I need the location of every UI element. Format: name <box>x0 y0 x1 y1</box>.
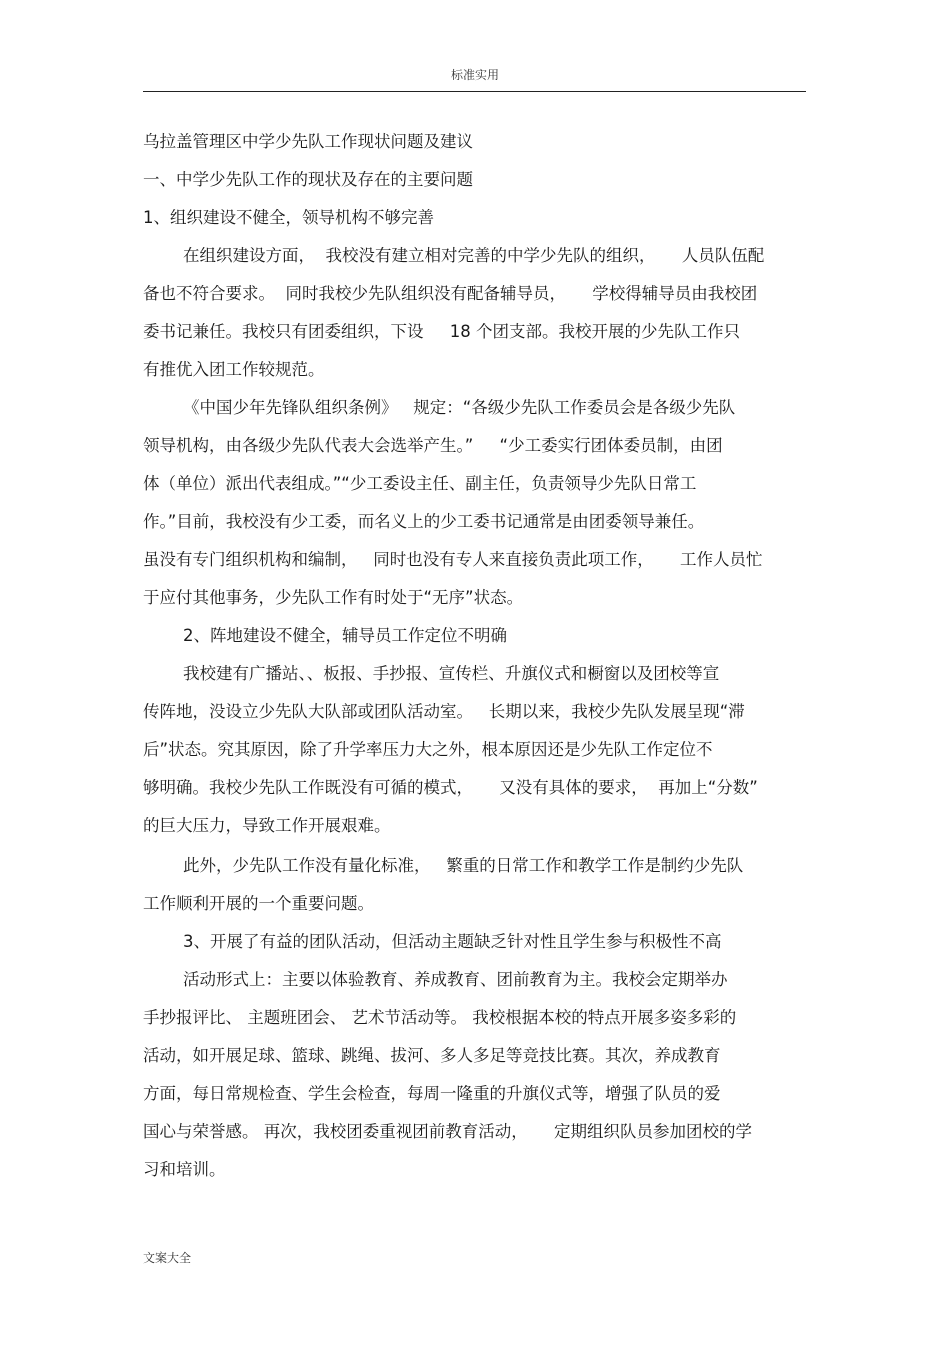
text-line: 体（单位）派出代表组成。”“少工委设主任、副主任，负责领导少先队日常工 <box>143 474 697 493</box>
text-line: 习和培训。 <box>143 1160 226 1179</box>
subsection-heading: 2、阵地建设不健全，辅导员工作定位不明确 <box>183 626 507 645</box>
text-line: 作。”目前，我校没有少工委，而名义上的少工委书记通常是由团委领导兼任。 <box>143 512 705 531</box>
text-line: 备也不符合要求。 同时我校少先队组织没有配备辅导员， 学校得辅导员由我校团 <box>143 284 758 303</box>
text-line: 方面，每日常规检查、学生会检查，每周一隆重的升旗仪式等，增强了队员的爱 <box>143 1084 721 1103</box>
text-line: 在组织建设方面， 我校没有建立相对完善的中学少先队的组织， 人员队伍配 <box>183 246 765 265</box>
text-line: 此外，少先队工作没有量化标准， 繁重的日常工作和教学工作是制约少先队 <box>183 856 744 875</box>
subsection-heading: 3、开展了有益的团队活动，但活动主题缺乏针对性且学生参与积极性不高 <box>183 932 722 951</box>
text-line: 工作顺利开展的一个重要问题。 <box>143 894 374 913</box>
text-line: 活动形式上：主要以体验教育、养成教育、团前教育为主。我校会定期举办 <box>183 970 728 989</box>
header-rule <box>143 91 806 92</box>
header-text: 标准实用 <box>450 68 499 82</box>
section-heading: 一、中学少先队工作的现状及存在的主要问题 <box>143 170 473 189</box>
subsection-heading: 1、组织建设不健全，领导机构不够完善 <box>143 208 434 227</box>
text-line: 传阵地，没设立少先队大队部或团队活动室。 长期以来，我校少先队发展呈现“滞 <box>143 702 745 721</box>
text-line: 国心与荣誉感。 再次，我校团委重视团前教育活动， 定期组织队员参加团校的学 <box>143 1122 752 1141</box>
text-line: 活动，如开展足球、篮球、跳绳、拔河、多人多足等竞技比赛。其次，养成教育 <box>143 1046 721 1065</box>
text-line: 委书记兼任。我校只有团委组织，下设 18 个团支部。我校开展的少先队工作只 <box>143 322 740 341</box>
doc-title: 乌拉盖管理区中学少先队工作现状问题及建议 <box>143 132 473 151</box>
text-line: 于应付其他事务，少先队工作有时处于“无序”状态。 <box>143 588 524 607</box>
text-line: 我校建有广播站、、板报、手抄报、宣传栏、升旗仪式和橱窗以及团校等宣 <box>183 664 720 683</box>
text-line: 够明确。我校少先队工作既没有可循的模式， 又没有具体的要求， 再加上“分数” <box>143 778 758 797</box>
text-line: 的巨大压力，导致工作开展艰难。 <box>143 816 391 835</box>
text-line: 领导机构，由各级少先队代表大会选举产生。” “少工委实行团体委员制，由团 <box>143 436 723 455</box>
page-footer: 文案大全 <box>143 1251 192 1265</box>
text-line: 《中国少年先锋队组织条例》 规定：“各级少先队工作委员会是各级少先队 <box>183 398 736 417</box>
text-line: 虽没有专门组织机构和编制， 同时也没有专人来直接负责此项工作， 工作人员忙 <box>143 550 763 569</box>
text-line: 有推优入团工作较规范。 <box>143 360 325 379</box>
text-line: 手抄报评比、 主题班团会、 艺术节活动等。 我校根据本校的特点开展多姿多彩的 <box>143 1008 737 1027</box>
text-line: 后”状态。究其原因，除了升学率压力大之外，根本原因还是少先队工作定位不 <box>143 740 713 759</box>
